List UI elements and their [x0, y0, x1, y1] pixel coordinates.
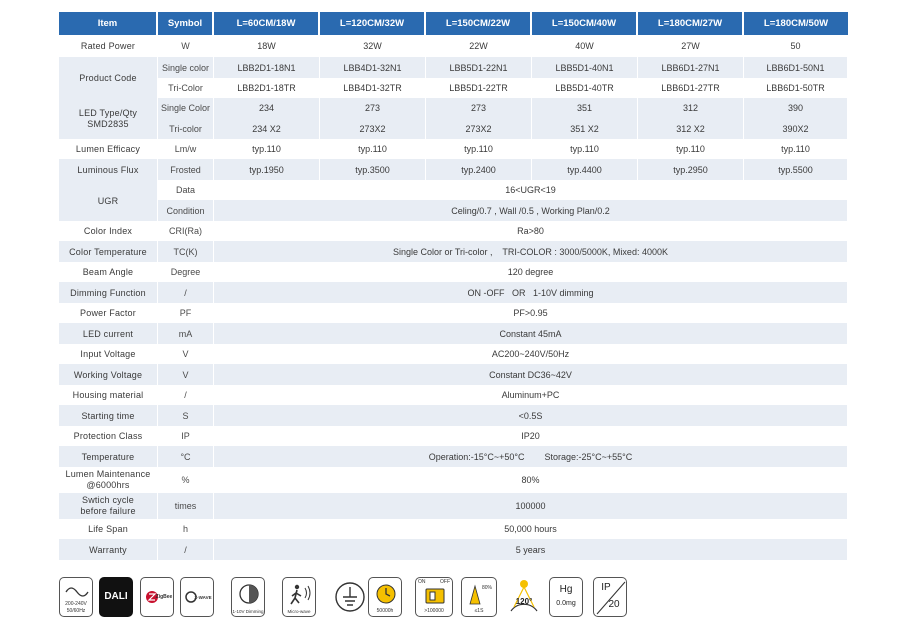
cell: typ.4400 [532, 159, 638, 180]
dali-label: DALI [104, 591, 128, 602]
table-row [59, 57, 848, 78]
row-label: Product Code [59, 57, 158, 98]
row-label: Rated Power [59, 35, 158, 57]
cell: 80% [214, 467, 848, 493]
table-row [59, 323, 848, 344]
cell: typ.110 [638, 139, 744, 159]
cell: Celing/0.7 , Wall /0.5 , Working Plan/0.2 [214, 200, 848, 221]
row-symbol: Tri-color [158, 118, 214, 139]
cell: 390 [744, 98, 848, 118]
cell: 40W [532, 35, 638, 57]
cell: typ.110 [744, 139, 848, 159]
cell: 273 [320, 98, 426, 118]
table-row [59, 467, 848, 493]
row-symbol: °C [158, 446, 214, 467]
cell: LBB5D1-22N1 [426, 57, 532, 78]
cell: Constant 45mA [214, 323, 848, 344]
row-symbol: h [158, 519, 214, 539]
cell: LBB6D1-27TR [638, 78, 744, 98]
header-symbol: Symbol [158, 12, 214, 35]
microwave-sensor-icon [282, 577, 316, 617]
table-row [59, 364, 848, 385]
table-row [59, 139, 848, 159]
dimming-icon [231, 577, 265, 617]
cell: ON -OFF OR 1-10V dimming [214, 282, 848, 303]
row-label-line: before failure [80, 506, 136, 516]
beam-angle-label: 120° [515, 597, 533, 606]
cell: <0.5S [214, 405, 848, 426]
table-row [59, 180, 848, 200]
header-model-6: L=180CM/50W [744, 12, 848, 35]
row-label: Beam Angle [59, 262, 158, 282]
switch-on-label: ON [418, 579, 426, 585]
header-model-2: L=120CM/32W [320, 12, 426, 35]
table-row [59, 303, 848, 323]
row-label: Color Index [59, 221, 158, 241]
row-symbol: mA [158, 323, 214, 344]
row-symbol: V [158, 364, 214, 385]
cell: Constant DC36~42V [214, 364, 848, 385]
row-label: LED current [59, 323, 158, 344]
row-label: Power Factor [59, 303, 158, 323]
dimming-label: 1-10V Dimming [232, 609, 264, 614]
row-symbol: Single color [158, 57, 214, 78]
row-symbol: Data [158, 180, 214, 200]
spec-table [59, 12, 848, 560]
row-symbol: Lm/w [158, 139, 214, 159]
cell: IP20 [214, 426, 848, 446]
cell: LBB4D1-32N1 [320, 57, 426, 78]
cell: 100000 [214, 493, 848, 519]
table-row [59, 98, 848, 118]
switch-count-label: >100000 [424, 608, 444, 614]
mercury-free-icon [549, 577, 583, 617]
maintenance-pct-label: 80% [481, 585, 492, 591]
row-label: UGR [59, 180, 158, 221]
cell: typ.3500 [320, 159, 426, 180]
voltage-label: 200-240V [65, 601, 87, 607]
row-label: Color Temperature [59, 241, 158, 262]
row-label: Protection Class [59, 426, 158, 446]
table-row [59, 385, 848, 405]
row-symbol: times [158, 493, 214, 519]
ip-label: IP [601, 582, 611, 593]
table-row [59, 519, 848, 539]
cell: Ra>80 [214, 221, 848, 241]
cell: LBB5D1-40N1 [532, 57, 638, 78]
cell: 234 [214, 98, 320, 118]
ip-value-label: 20 [608, 599, 620, 610]
table-row [59, 282, 848, 303]
cell: LBB4D1-32TR [320, 78, 426, 98]
row-label: Warranty [59, 539, 158, 560]
row-label: Starting time [59, 405, 158, 426]
row-label: Life Span [59, 519, 158, 539]
cell: typ.5500 [744, 159, 848, 180]
row-label-line: @6000hrs [86, 480, 130, 490]
table-row [59, 446, 848, 467]
table-row [59, 78, 848, 98]
voltage-icon [59, 577, 93, 617]
row-label: Dimming Function [59, 282, 158, 303]
header-model-5: L=180CM/27W [638, 12, 744, 35]
row-symbol: / [158, 539, 214, 560]
row-label [59, 467, 158, 493]
cell: typ.110 [214, 139, 320, 159]
row-label-line: Swtich cycle [82, 495, 134, 505]
lumen-maintenance-icon [461, 577, 497, 617]
cell: 50,000 hours [214, 519, 848, 539]
cell: 234 X2 [214, 118, 320, 139]
table-row [59, 118, 848, 139]
mercury-label: Hg [559, 584, 573, 595]
cell: typ.110 [426, 139, 532, 159]
cell: 273X2 [426, 118, 532, 139]
table-row [59, 200, 848, 221]
cell: LBB5D1-22TR [426, 78, 532, 98]
cell: 22W [426, 35, 532, 57]
cell: 18W [214, 35, 320, 57]
cell: LBB2D1-18TR [214, 78, 320, 98]
cell: typ.2950 [638, 159, 744, 180]
beam-angle-icon [506, 577, 542, 617]
cell: AC200~240V/50Hz [214, 344, 848, 364]
row-label: Temperature [59, 446, 158, 467]
cell: LBB5D1-40TR [532, 78, 638, 98]
table-row [59, 159, 848, 180]
ip-rating-icon [593, 577, 627, 617]
cell: 27W [638, 35, 744, 57]
cell: 312 [638, 98, 744, 118]
row-symbol: W [158, 35, 214, 57]
header-row [59, 12, 848, 35]
table-row [59, 405, 848, 426]
table-row [59, 241, 848, 262]
cell: 273X2 [320, 118, 426, 139]
table-row [59, 493, 848, 519]
row-label: Working Voltage [59, 364, 158, 385]
cell: 273 [426, 98, 532, 118]
mercury-amount-label: 0.0mg [556, 600, 576, 607]
row-label: Luminous Flux [59, 159, 158, 180]
feature-icons [59, 577, 639, 619]
microwave-label: Micro-wave [287, 609, 311, 614]
table-row [59, 262, 848, 282]
cell: typ.1950 [214, 159, 320, 180]
cell: LBB2D1-18N1 [214, 57, 320, 78]
lifespan-label: 50000h [376, 608, 394, 614]
cell: 312 X2 [638, 118, 744, 139]
zwave-icon [180, 577, 214, 617]
row-symbol: Degree [158, 262, 214, 282]
switch-cycle-icon [415, 577, 453, 617]
row-symbol: % [158, 467, 214, 493]
zigbee-label: ZigBee [155, 594, 173, 600]
row-symbol: PF [158, 303, 214, 323]
row-symbol: Condition [158, 200, 214, 221]
row-label-line: LED Type/Qty [78, 107, 138, 118]
cell: 5 years [214, 539, 848, 560]
cell: LBB6D1-50TR [744, 78, 848, 98]
row-symbol: CRI(Ra) [158, 221, 214, 241]
row-symbol: IP [158, 426, 214, 446]
cell: LBB6D1-50N1 [744, 57, 848, 78]
header-model-3: L=150CM/22W [426, 12, 532, 35]
row-label [59, 493, 158, 519]
cell: PF>0.95 [214, 303, 848, 323]
zigbee-icon [140, 577, 174, 617]
row-label: Lumen Efficacy [59, 139, 158, 159]
frequency-label: 50/60Hz [66, 608, 86, 614]
cell: Single Color or Tri-color , TRI-COLOR : 3000/5000K, Mixed: 4000K [214, 241, 848, 262]
table-row [59, 35, 848, 57]
row-symbol: V [158, 344, 214, 364]
row-symbol: / [158, 385, 214, 405]
dali-icon [99, 577, 133, 617]
row-symbol: Single Color [158, 98, 214, 118]
cell: typ.110 [532, 139, 638, 159]
row-symbol: / [158, 282, 214, 303]
table-row [59, 344, 848, 364]
zwave-label: Z-WAVE [194, 595, 212, 600]
maintenance-time-label: ≤1S [474, 608, 484, 614]
table-row [59, 426, 848, 446]
switch-off-label: OFF [440, 579, 450, 585]
cell: 120 degree [214, 262, 848, 282]
lifespan-icon [368, 577, 402, 617]
cell: 32W [320, 35, 426, 57]
row-symbol: TC(K) [158, 241, 214, 262]
row-label: Input Voltage [59, 344, 158, 364]
cell: Operation:-15°C~+50°C Storage:-25°C~+55°C [214, 446, 848, 467]
cell: typ.110 [320, 139, 426, 159]
table-row [59, 221, 848, 241]
cell: typ.2400 [426, 159, 532, 180]
table-row [59, 539, 848, 560]
row-label [59, 98, 158, 139]
cell: LBB6D1-27N1 [638, 57, 744, 78]
row-label-line: Lumen Maintenance [65, 469, 151, 479]
row-symbol: Frosted [158, 159, 214, 180]
header-item: Item [59, 12, 158, 35]
row-symbol: S [158, 405, 214, 426]
header-model-4: L=150CM/40W [532, 12, 638, 35]
row-label: Housing material [59, 385, 158, 405]
cell: 390X2 [744, 118, 848, 139]
cell: 351 [532, 98, 638, 118]
cell: 50 [744, 35, 848, 57]
row-label-line: SMD2835 [87, 118, 129, 129]
header-model-1: L=60CM/18W [214, 12, 320, 35]
cell: 351 X2 [532, 118, 638, 139]
cell: 16<UGR<19 [214, 180, 848, 200]
row-symbol: Tri-Color [158, 78, 214, 98]
cell: Aluminum+PC [214, 385, 848, 405]
ground-icon [333, 577, 367, 617]
